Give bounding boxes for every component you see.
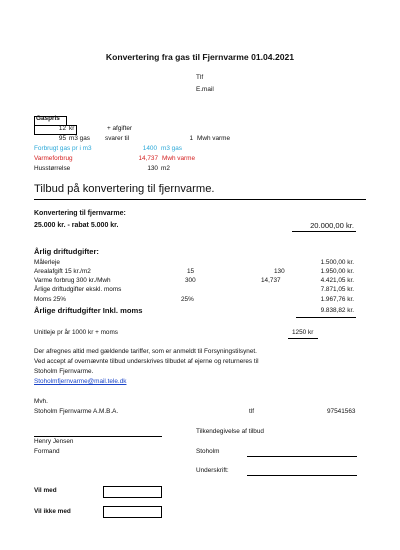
tilkendegivelse-label: Tilkendegivelse af tilbud [196, 428, 264, 435]
email-link[interactable]: Stoholmfjernvarme@mail.tele.dk [34, 378, 127, 385]
signer-role: Formand [34, 448, 60, 455]
annual-row-col1: 300 [185, 277, 196, 284]
mwh-value: 1 [189, 135, 193, 142]
husstorrelse-unit: m2 [161, 165, 170, 172]
total-underline [296, 317, 356, 318]
svarer-til-label: svarer til [105, 135, 130, 142]
offer-heading: Tilbud på konvertering til fjernvarme. [34, 183, 215, 195]
stoholm-field[interactable] [247, 456, 357, 457]
mvh-label: Mvh. [34, 398, 48, 405]
annual-row-amount: 7.871,05 kr. [320, 286, 354, 293]
stoholm-label: Stoholm [196, 448, 220, 455]
company-name: Stoholm Fjernvarme A.M.B.A. [34, 408, 119, 415]
annual-row-col1: 15 [187, 268, 195, 275]
annual-row-label: Moms 25% [34, 296, 66, 303]
annual-row-amount: 1.967,76 kr. [320, 296, 354, 303]
husstorrelse-label: Husstørrelse [34, 165, 71, 172]
annual-row-amount: 1.500,00 kr. [320, 259, 354, 266]
underskrift-label: Underskrift: [196, 467, 229, 474]
annual-row-label: Målerleje [34, 259, 60, 266]
gas-m3-value: 95 [58, 135, 66, 142]
price-line: 25.000 kr. - rabat 5.000 kr. [34, 222, 119, 229]
price-total: 20.000,00 kr. [310, 221, 354, 230]
varmeforbrug-label: Varmeforbrug [34, 155, 73, 162]
signature-line [34, 436, 162, 437]
annual-total-label: Årlige driftudgifter Inkl. moms [34, 306, 143, 315]
varmeforbrug-value: 14,737 [138, 155, 158, 162]
forbrugt-gas-value: 1400 [142, 145, 157, 152]
annual-row-label: Arealafgift 15 kr./m2 [34, 268, 91, 275]
konvertering-label: Konvertering til fjernvarme: [34, 210, 126, 217]
unit-price-value: 1250 kr [292, 329, 314, 336]
annual-row-col1: 25% [181, 296, 194, 303]
annual-row-col2: 14,737 [261, 277, 281, 284]
unit-price-underline [288, 338, 318, 339]
phone-number: 97541563 [327, 408, 356, 415]
vil-ikke-med-checkbox[interactable] [103, 506, 162, 518]
gas-price-unit: kr [69, 125, 75, 132]
email-label: E.mail [196, 86, 214, 93]
page-title: Konvertering fra gas til Fjernvarme 01.04.2021 [105, 52, 295, 62]
vil-ikke-med-label: Vil ikke med [34, 508, 71, 515]
heading-divider [34, 199, 366, 200]
gas-m3-unit: m3 gas [69, 135, 90, 142]
afgifter-label: + afgifter [107, 125, 133, 132]
notes-line-3: Stoholm Fjernvarme. [34, 368, 94, 375]
husstorrelse-value: 130 [147, 165, 158, 172]
annual-row-amount: 1.950,00 kr. [320, 268, 354, 275]
annual-row-amount: 4.421,05 kr. [320, 277, 354, 284]
mwh-unit: Mwh varme [197, 135, 231, 142]
annual-row-label: Årlige driftudgifter ekskl. moms [34, 286, 122, 293]
gaspris-label: Gaspris [36, 115, 60, 122]
signer-name: Henry Jensen [34, 438, 74, 445]
varmeforbrug-unit: Mwh varme [162, 155, 196, 162]
forbrugt-gas-unit: m3 gas [161, 145, 182, 152]
annual-heading: Årlig driftudgifter: [34, 247, 99, 256]
tlf-label: Tlf [196, 74, 204, 81]
price-total-underline [292, 231, 356, 232]
tlf-label-footer: tlf [249, 408, 254, 415]
notes-line-1: Der afregnes altid med gældende tariffer, som er anmeldt til Forsyningstilsynet. [34, 348, 257, 355]
underskrift-field[interactable] [247, 475, 357, 476]
annual-total-amount: 9.838,82 kr. [320, 307, 354, 314]
notes-line-2: Ved accept af overnævnte tilbud underskrives tilbudet af ejerne og returneres til [34, 358, 259, 365]
unit-price-label: Unitleje pr år 1000 kr + moms [34, 329, 118, 336]
vil-med-label: Vil med [34, 487, 57, 494]
gas-price-value: 12 [58, 125, 66, 132]
annual-row-label: Varme forbrug 300 kr./Mwh [34, 277, 111, 284]
vil-med-checkbox[interactable] [103, 486, 162, 498]
forbrugt-gas-label: Forbrugt gas pr i m3 [34, 145, 92, 152]
annual-row-col2: 130 [274, 268, 285, 275]
